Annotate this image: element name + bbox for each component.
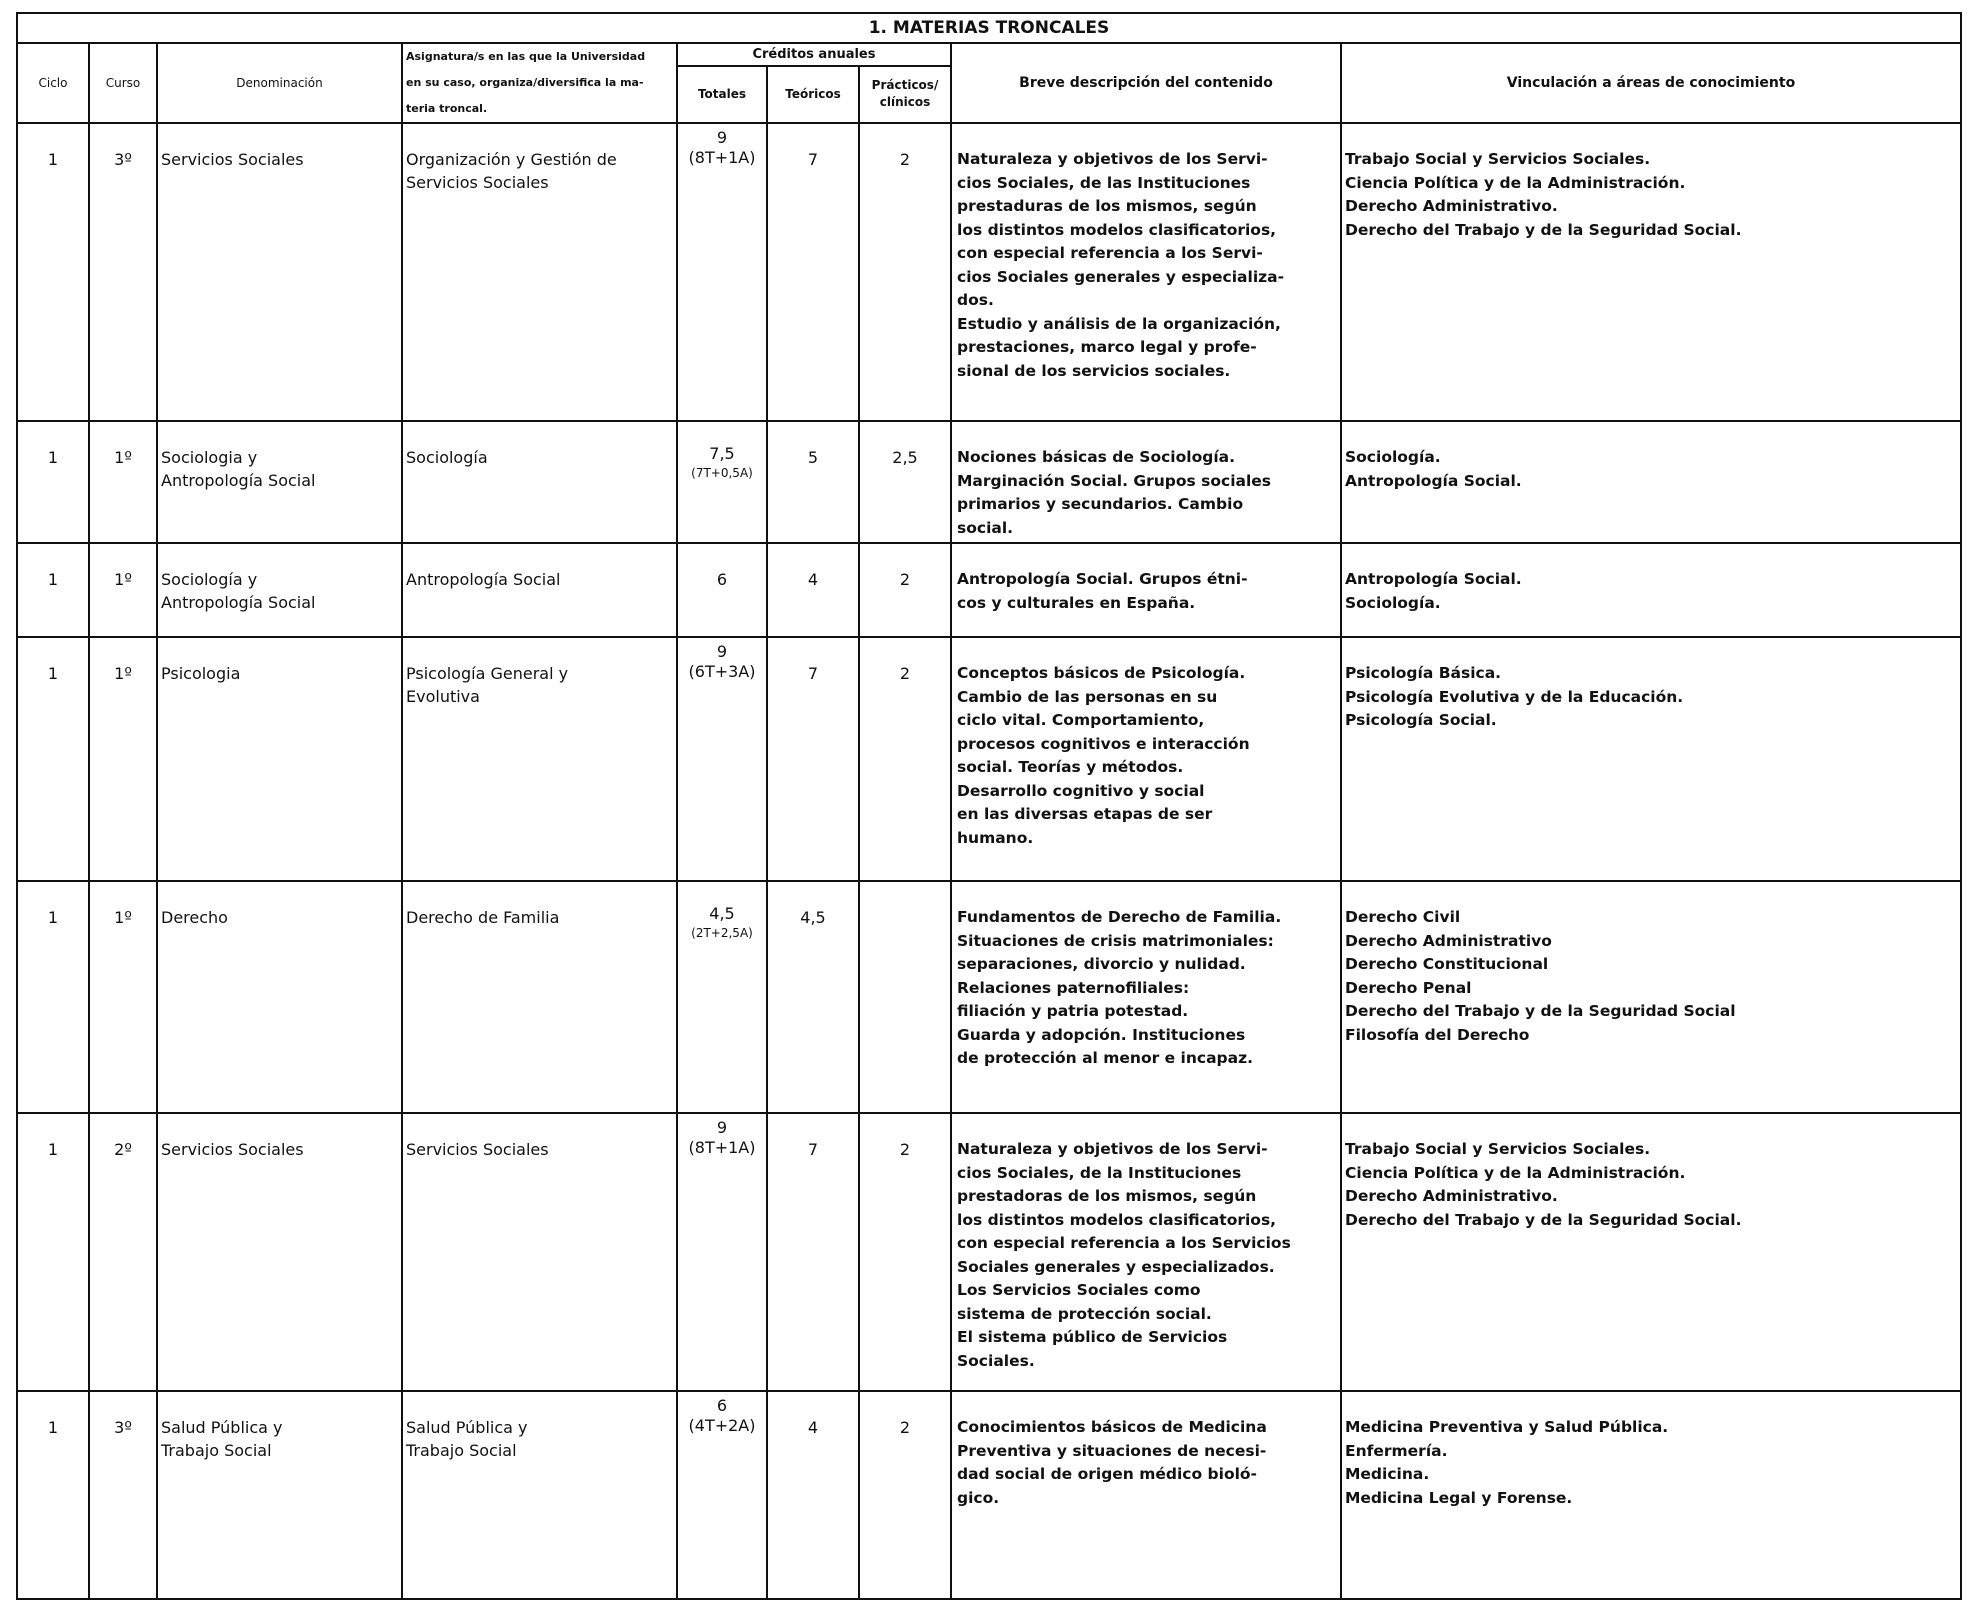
vinculacion-line: Enfermería. bbox=[1345, 1441, 1448, 1460]
descripcion-line: Cambio de las personas en su bbox=[957, 687, 1218, 706]
cell-descripcion bbox=[951, 637, 1341, 881]
table-title: 1. MATERIAS TRONCALES bbox=[17, 13, 1961, 43]
cell-practicos: 2 bbox=[859, 637, 951, 881]
cell-denominacion bbox=[157, 421, 402, 543]
vinculacion-line: Medicina Preventiva y Salud Pública. bbox=[1345, 1418, 1669, 1436]
totales-value: 6 bbox=[716, 570, 728, 589]
cell-vinculacion bbox=[1341, 1113, 1961, 1391]
denominacion-line: Antropología Social bbox=[161, 593, 316, 612]
descripcion-line: prestadoras de los mismos, según bbox=[957, 1187, 1257, 1205]
cell-denominacion bbox=[157, 637, 402, 881]
cell-asignatura bbox=[402, 543, 677, 637]
vinculacion-line: Trabajo Social y Servicios Sociales. bbox=[1345, 150, 1651, 168]
header-practicos-line: clínicos bbox=[879, 95, 931, 110]
header-descripcion: Breve descripción del contenido bbox=[951, 43, 1341, 123]
descripcion-line: El sistema público de Servicios bbox=[957, 1328, 1228, 1346]
cell-denominacion bbox=[157, 881, 402, 1113]
totales-breakdown: (4T+2A) bbox=[688, 1416, 756, 1435]
descripcion-line: gico. bbox=[957, 1488, 1000, 1507]
descripcion-line: Conceptos básicos de Psicología. bbox=[957, 664, 1246, 682]
header-totales: Totales bbox=[677, 66, 767, 123]
header-asignatura-line: Asignatura/s en las que la Universidad bbox=[406, 50, 646, 63]
vinculacion-line: Sociología. bbox=[1345, 448, 1441, 466]
totales-breakdown: (7T+0,5A) bbox=[691, 466, 753, 480]
vinculacion-line: Medicina Legal y Forense. bbox=[1345, 1488, 1573, 1507]
cell-curso: 2º bbox=[89, 1113, 157, 1391]
vinculacion-line: Derecho Civil bbox=[1345, 908, 1461, 926]
cell-ciclo: 1 bbox=[17, 1391, 89, 1599]
totales-value: 9 bbox=[716, 128, 728, 147]
vinculacion-line: Medicina. bbox=[1345, 1465, 1430, 1483]
vinculacion-line: Sociología. bbox=[1345, 593, 1441, 612]
asignatura-line: Evolutiva bbox=[406, 687, 480, 706]
cell-descripcion bbox=[951, 1391, 1341, 1599]
vinculacion-line: Derecho del Trabajo y de la Seguridad Social. bbox=[1345, 220, 1742, 239]
descripcion-line: Naturaleza y objetivos de los Servi- bbox=[957, 150, 1268, 168]
descripcion-line: ciclo vital. Comportamiento, bbox=[957, 711, 1205, 729]
table-row bbox=[17, 1113, 1961, 1391]
descripcion-line: Antropología Social. Grupos étni- bbox=[957, 570, 1248, 588]
descripcion-line: en las diversas etapas de ser bbox=[957, 805, 1213, 823]
asignatura-line: Salud Pública y bbox=[406, 1418, 528, 1437]
cell-totales bbox=[677, 1391, 767, 1599]
denominacion-line: Servicios Sociales bbox=[161, 1140, 304, 1159]
cell-curso: 1º bbox=[89, 421, 157, 543]
descripcion-line: social. Teorías y métodos. bbox=[957, 758, 1184, 776]
cell-curso: 3º bbox=[89, 1391, 157, 1599]
cell-totales bbox=[677, 1113, 767, 1391]
cell-vinculacion bbox=[1341, 421, 1961, 543]
cell-descripcion bbox=[951, 123, 1341, 421]
totales-value: 7,5 bbox=[709, 444, 735, 463]
denominacion-line: Salud Pública y bbox=[161, 1418, 283, 1437]
descripcion-line: Sociales. bbox=[957, 1351, 1035, 1370]
descripcion-line: los distintos modelos clasificatorios, bbox=[957, 1210, 1277, 1229]
cell-curso: 3º bbox=[89, 123, 157, 421]
asignatura-line: Psicología General y bbox=[406, 664, 569, 683]
denominacion-line: Sociologia y bbox=[161, 448, 258, 467]
table-body bbox=[17, 123, 1961, 1599]
cell-descripcion bbox=[951, 1113, 1341, 1391]
descripcion-line: separaciones, divorcio y nulidad. bbox=[957, 955, 1246, 973]
asignatura-line: Sociología bbox=[406, 448, 488, 467]
cell-denominacion bbox=[157, 543, 402, 637]
descripcion-line: Conocimientos básicos de Medicina bbox=[957, 1418, 1267, 1436]
descripcion-line: cios Sociales, de la Instituciones bbox=[957, 1163, 1242, 1182]
cell-asignatura bbox=[402, 1113, 677, 1391]
descripcion-line: con especial referencia a los Servicios bbox=[957, 1234, 1291, 1252]
descripcion-line: Situaciones de crisis matrimoniales: bbox=[957, 931, 1274, 950]
cell-practicos bbox=[859, 881, 951, 1113]
cell-denominacion bbox=[157, 1391, 402, 1599]
cell-asignatura bbox=[402, 637, 677, 881]
cell-vinculacion bbox=[1341, 637, 1961, 881]
descripcion-line: sional de los servicios sociales. bbox=[957, 361, 1231, 380]
descripcion-line: sistema de protección social. bbox=[957, 1304, 1212, 1323]
table-row bbox=[17, 421, 1961, 543]
cell-ciclo: 1 bbox=[17, 421, 89, 543]
table-row bbox=[17, 123, 1961, 421]
descripcion-line: con especial referencia a los Servi- bbox=[957, 244, 1263, 262]
cell-totales bbox=[677, 637, 767, 881]
vinculacion-line: Psicología Evolutiva y de la Educación. bbox=[1345, 687, 1684, 706]
descripcion-line: de protección al menor e incapaz. bbox=[957, 1049, 1254, 1067]
cell-ciclo: 1 bbox=[17, 123, 89, 421]
vinculacion-line: Antropología Social. bbox=[1345, 570, 1522, 588]
descripcion-line: prestaduras de los mismos, según bbox=[957, 197, 1257, 215]
vinculacion-line: Psicología Básica. bbox=[1345, 664, 1502, 682]
cell-teoricos: 7 bbox=[767, 123, 859, 421]
cell-teoricos: 4 bbox=[767, 1391, 859, 1599]
totales-breakdown: (2T+2,5A) bbox=[691, 926, 753, 940]
descripcion-line: Marginación Social. Grupos sociales bbox=[957, 471, 1272, 490]
cell-descripcion bbox=[951, 881, 1341, 1113]
cell-asignatura bbox=[402, 1391, 677, 1599]
denominacion-line: Psicologia bbox=[161, 664, 241, 683]
materias-table bbox=[16, 12, 1962, 1600]
header-curso: Curso bbox=[89, 43, 157, 123]
header-vinculacion: Vinculación a áreas de conocimiento bbox=[1341, 43, 1961, 123]
cell-asignatura bbox=[402, 881, 677, 1113]
cell-ciclo: 1 bbox=[17, 1113, 89, 1391]
cell-denominacion bbox=[157, 1113, 402, 1391]
totales-breakdown: (8T+1A) bbox=[688, 148, 756, 167]
descripcion-line: Nociones básicas de Sociología. bbox=[957, 448, 1235, 466]
descripcion-line: procesos cognitivos e interacción bbox=[957, 734, 1250, 753]
cell-vinculacion bbox=[1341, 881, 1961, 1113]
cell-totales bbox=[677, 421, 767, 543]
cell-totales bbox=[677, 881, 767, 1113]
descripcion-line: dos. bbox=[957, 291, 994, 309]
cell-curso: 1º bbox=[89, 637, 157, 881]
descripcion-line: humano. bbox=[957, 828, 1034, 847]
cell-curso: 1º bbox=[89, 543, 157, 637]
vinculacion-line: Derecho Administrativo. bbox=[1345, 1187, 1558, 1205]
descripcion-line: los distintos modelos clasificatorios, bbox=[957, 220, 1277, 239]
vinculacion-line: Derecho Constitucional bbox=[1345, 955, 1549, 973]
cell-asignatura bbox=[402, 123, 677, 421]
descripcion-line: Estudio y análisis de la organización, bbox=[957, 314, 1281, 333]
cell-teoricos: 5 bbox=[767, 421, 859, 543]
asignatura-line: Derecho de Familia bbox=[406, 908, 560, 927]
descripcion-line: Naturaleza y objetivos de los Servi- bbox=[957, 1140, 1268, 1158]
vinculacion-line: Ciencia Política y de la Administración. bbox=[1345, 173, 1686, 192]
totales-breakdown: (6T+3A) bbox=[688, 662, 756, 681]
asignatura-line: Trabajo Social bbox=[406, 1441, 517, 1460]
totales-value: 4,5 bbox=[709, 904, 735, 923]
cell-descripcion bbox=[951, 421, 1341, 543]
totales-value: 6 bbox=[716, 1396, 728, 1415]
vinculacion-line: Derecho Penal bbox=[1345, 978, 1472, 997]
table-row bbox=[17, 637, 1961, 881]
cell-totales bbox=[677, 123, 767, 421]
cell-curso: 1º bbox=[89, 881, 157, 1113]
descripcion-line: Sociales generales y especializados. bbox=[957, 1257, 1275, 1276]
table-row bbox=[17, 881, 1961, 1113]
totales-value: 9 bbox=[716, 1118, 728, 1137]
asignatura-line: Servicios Sociales bbox=[406, 1140, 549, 1159]
header-asignatura-line: en su caso, organiza/diversifica la ma- bbox=[406, 76, 644, 89]
vinculacion-line: Filosofía del Derecho bbox=[1345, 1025, 1530, 1044]
asignatura-line: Servicios Sociales bbox=[406, 173, 549, 192]
vinculacion-line: Derecho Administrativo. bbox=[1345, 197, 1558, 215]
asignatura-line: Antropología Social bbox=[406, 570, 561, 589]
cell-practicos: 2 bbox=[859, 1391, 951, 1599]
cell-practicos: 2 bbox=[859, 1113, 951, 1391]
vinculacion-line: Trabajo Social y Servicios Sociales. bbox=[1345, 1140, 1651, 1158]
asignatura-line: Organización y Gestión de bbox=[406, 150, 617, 169]
cell-teoricos: 7 bbox=[767, 1113, 859, 1391]
cell-ciclo: 1 bbox=[17, 543, 89, 637]
cell-denominacion bbox=[157, 123, 402, 421]
header-asignatura-line: teria troncal. bbox=[406, 102, 488, 115]
descripcion-line: Relaciones paternofiliales: bbox=[957, 978, 1190, 997]
vinculacion-line: Psicología Social. bbox=[1345, 711, 1497, 729]
header-denominacion: Denominación bbox=[157, 43, 402, 123]
cell-vinculacion bbox=[1341, 1391, 1961, 1599]
totales-breakdown: (8T+1A) bbox=[688, 1138, 756, 1157]
descripcion-line: dad social de origen médico bioló- bbox=[957, 1465, 1257, 1483]
vinculacion-line: Ciencia Política y de la Administración. bbox=[1345, 1163, 1686, 1182]
descripcion-line: primarios y secundarios. Cambio bbox=[957, 495, 1244, 513]
cell-totales bbox=[677, 543, 767, 637]
cell-practicos: 2,5 bbox=[859, 421, 951, 543]
cell-teoricos: 7 bbox=[767, 637, 859, 881]
descripcion-line: filiación y patria potestad. bbox=[957, 1002, 1189, 1020]
descripcion-line: cios Sociales generales y especializa- bbox=[957, 267, 1285, 286]
denominacion-line: Servicios Sociales bbox=[161, 150, 304, 169]
vinculacion-line: Derecho del Trabajo y de la Seguridad Social. bbox=[1345, 1210, 1742, 1229]
cell-practicos: 2 bbox=[859, 123, 951, 421]
denominacion-line: Antropología Social bbox=[161, 471, 316, 490]
cell-ciclo: 1 bbox=[17, 637, 89, 881]
vinculacion-line: Antropología Social. bbox=[1345, 471, 1522, 490]
header-practicos-line: Prácticos/ bbox=[871, 78, 939, 93]
table-row bbox=[17, 543, 1961, 637]
cell-vinculacion bbox=[1341, 123, 1961, 421]
descripcion-line: cos y culturales en España. bbox=[957, 593, 1196, 612]
descripcion-line: social. bbox=[957, 518, 1014, 537]
troncales-sheet bbox=[16, 12, 1960, 1514]
cell-practicos: 2 bbox=[859, 543, 951, 637]
denominacion-line: Trabajo Social bbox=[161, 1441, 272, 1460]
denominacion-line: Derecho bbox=[161, 908, 228, 927]
descripcion-line: Desarrollo cognitivo y social bbox=[957, 781, 1205, 800]
cell-teoricos: 4 bbox=[767, 543, 859, 637]
table-row bbox=[17, 1391, 1961, 1599]
descripcion-line: Guarda y adopción. Instituciones bbox=[957, 1025, 1246, 1044]
cell-ciclo: 1 bbox=[17, 881, 89, 1113]
header-ciclo: Ciclo bbox=[17, 43, 89, 123]
denominacion-line: Sociología y bbox=[161, 570, 258, 589]
cell-vinculacion bbox=[1341, 543, 1961, 637]
totales-value: 9 bbox=[716, 642, 728, 661]
header-creditos: Créditos anuales bbox=[677, 43, 951, 66]
header-asignatura bbox=[402, 43, 677, 123]
descripcion-line: Fundamentos de Derecho de Familia. bbox=[957, 908, 1282, 926]
cell-descripcion bbox=[951, 543, 1341, 637]
vinculacion-line: Derecho Administrativo bbox=[1345, 931, 1552, 950]
cell-teoricos: 4,5 bbox=[767, 881, 859, 1113]
descripcion-line: cios Sociales, de las Instituciones bbox=[957, 173, 1251, 192]
descripcion-line: Preventiva y situaciones de necesi- bbox=[957, 1441, 1267, 1460]
header-practicos bbox=[859, 66, 951, 123]
descripcion-line: Los Servicios Sociales como bbox=[957, 1281, 1201, 1299]
vinculacion-line: Derecho del Trabajo y de la Seguridad Social bbox=[1345, 1002, 1736, 1020]
descripcion-line: prestaciones, marco legal y profe- bbox=[957, 338, 1257, 356]
cell-asignatura bbox=[402, 421, 677, 543]
header-teoricos: Teóricos bbox=[767, 66, 859, 123]
